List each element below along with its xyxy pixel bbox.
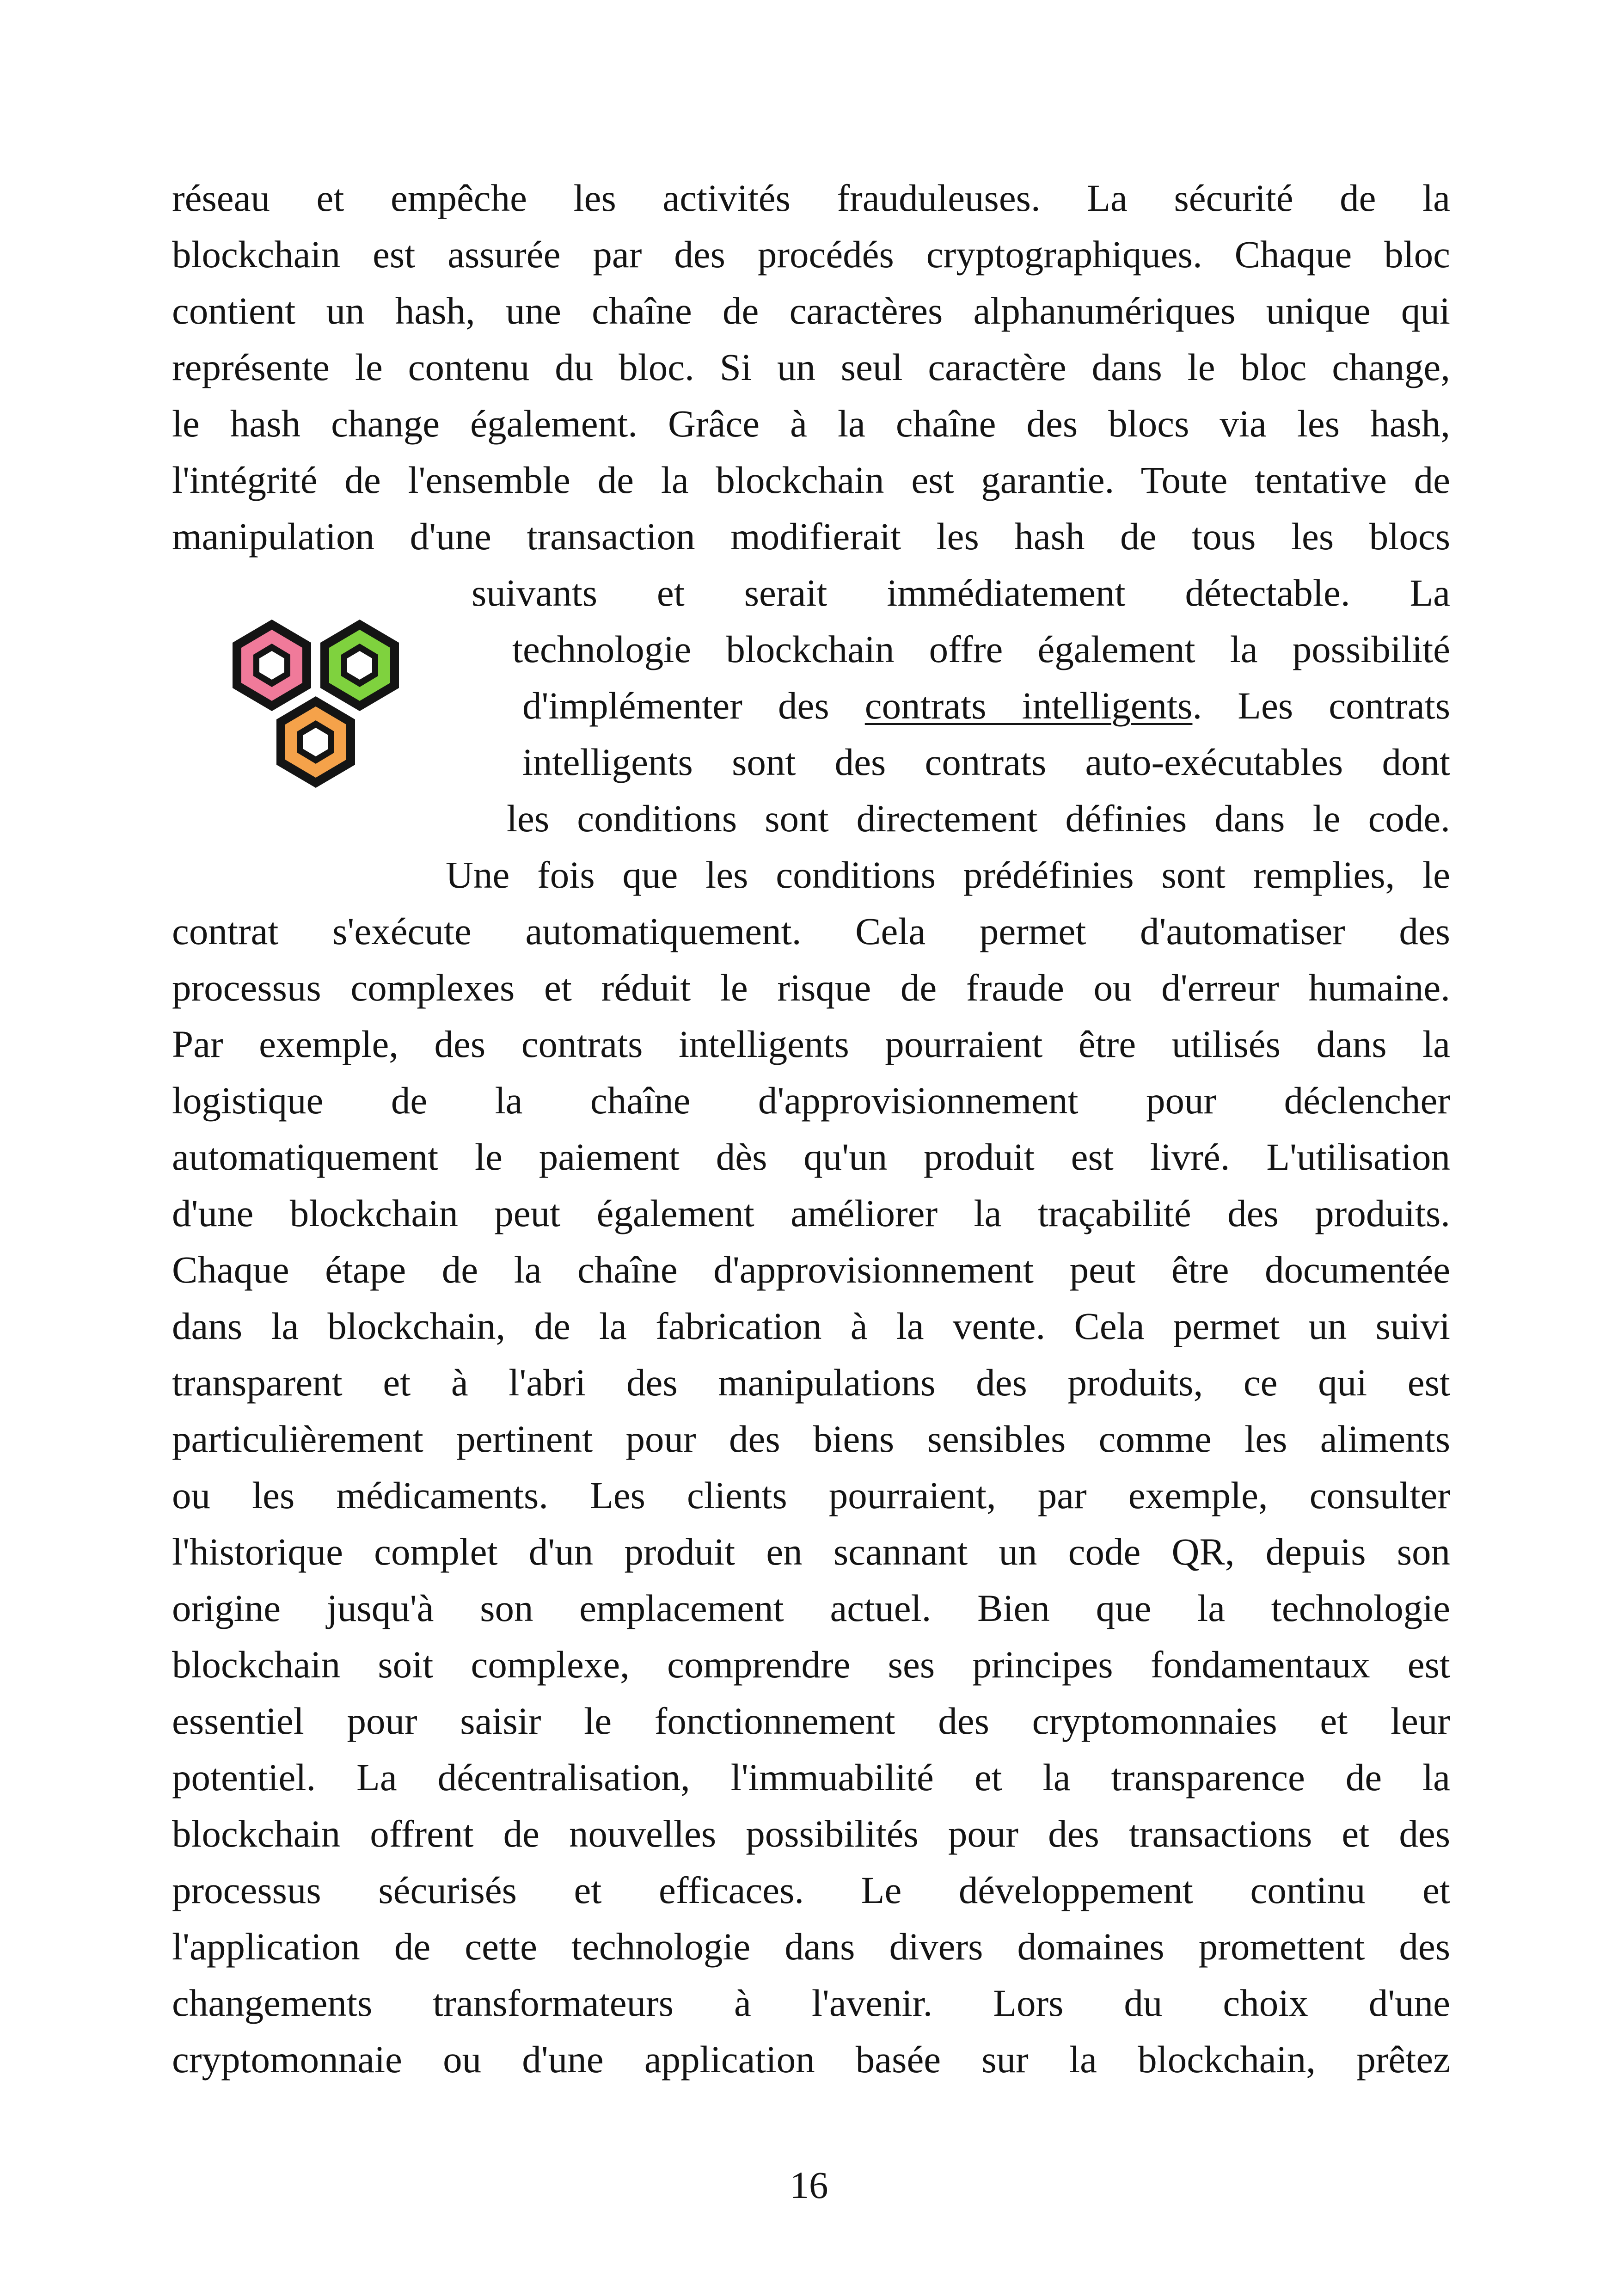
text-line: ou les médicaments. Les clients pourraient, par exemple, consulter (172, 1474, 1450, 1516)
text-line: logistique de la chaîne d'approvisionnement pour déclencher (172, 1079, 1450, 1122)
green-hexagon (320, 620, 399, 711)
text-line: l'application de cette technologie dans divers domaines promettent des (172, 1925, 1450, 1968)
smart-contracts-link[interactable]: contrats intelligents (864, 684, 1193, 727)
text-line: d'une blockchain peut également améliorer la traçabilité des produits. (172, 1192, 1450, 1234)
text-line: le hash change également. Grâce à la chaîne des blocs via les hash, (172, 402, 1450, 445)
text-line: suivants et serait immédiatement détectable. La (472, 571, 1450, 614)
text-line: Chaque étape de la chaîne d'approvisionnement peut être documentée (172, 1248, 1450, 1291)
text-line: blockchain est assurée par des procédés cryptographiques. Chaque bloc (172, 233, 1450, 276)
text-line: processus sécurisés et efficaces. Le développement continu et (172, 1869, 1450, 1911)
text-line: transparent et à l'abri des manipulations des produits, ce qui est (172, 1361, 1450, 1404)
pink-hexagon (233, 620, 311, 711)
text-line: blockchain soit complexe, comprendre ses principes fondamentaux est (172, 1643, 1450, 1686)
orange-hexagon (276, 696, 355, 788)
text-line: technologie blockchain offre également la possibilité (512, 628, 1450, 670)
blockchain-hexagons-icon (221, 614, 443, 836)
text-line: représente le contenu du bloc. Si un seul caractère dans le bloc change, (172, 346, 1450, 388)
text-line: dans la blockchain, de la fabrication à la vente. Cela permet un suivi (172, 1305, 1450, 1347)
text-line (522, 682, 1450, 729)
text-line: contient un hash, une chaîne de caractères alphanumériques unique qui (172, 289, 1450, 332)
text-line: blockchain offrent de nouvelles possibilités pour des transactions et des (172, 1812, 1450, 1855)
text-line: intelligents sont des contrats auto-exécutables dont (522, 741, 1450, 783)
text-line: l'intégrité de l'ensemble de la blockchain est garantie. Toute tentative de (172, 459, 1450, 501)
text-line: manipulation d'une transaction modifierait les hash de tous les blocs (172, 515, 1450, 558)
text-line: Par exemple, des contrats intelligents pourraient être utilisés dans la (172, 1023, 1450, 1065)
text-line: automatiquement le paiement dès qu'un produit est livré. L'utilisation (172, 1136, 1450, 1178)
text-line: l'historique complet d'un produit en scannant un code QR, depuis son (172, 1530, 1450, 1573)
page-number: 16 (790, 2164, 828, 2206)
line-text-after: . Les contrats (1192, 684, 1450, 727)
text-line: réseau et empêche les activités frauduleuses. La sécurité de la (172, 177, 1450, 219)
text-line: Une fois que les conditions prédéfinies sont remplies, le (446, 853, 1450, 896)
text-line: essentiel pour saisir le fonctionnement des cryptomonnaies et leur (172, 1700, 1450, 1742)
text-line: cryptomonnaie ou d'une application basée sur la blockchain, prêtez (172, 2038, 1450, 2081)
text-line: particulièrement pertinent pour des biens sensibles comme les aliments (172, 1418, 1450, 1460)
text-line: potentiel. La décentralisation, l'immuabilité et la transparence de la (172, 1756, 1450, 1799)
text-line: contrat s'exécute automatiquement. Cela permet d'automatiser des (172, 910, 1450, 952)
text-line: changements transformateurs à l'avenir. Lors du choix d'une (172, 1982, 1450, 2024)
text-line: origine jusqu'à son emplacement actuel. Bien que la technologie (172, 1587, 1450, 1629)
text-line: processus complexes et réduit le risque de fraude ou d'erreur humaine. (172, 966, 1450, 1009)
text-line: les conditions sont directement définies dans le code. (507, 797, 1450, 840)
line-text-before: d'implémenter des (522, 684, 865, 727)
